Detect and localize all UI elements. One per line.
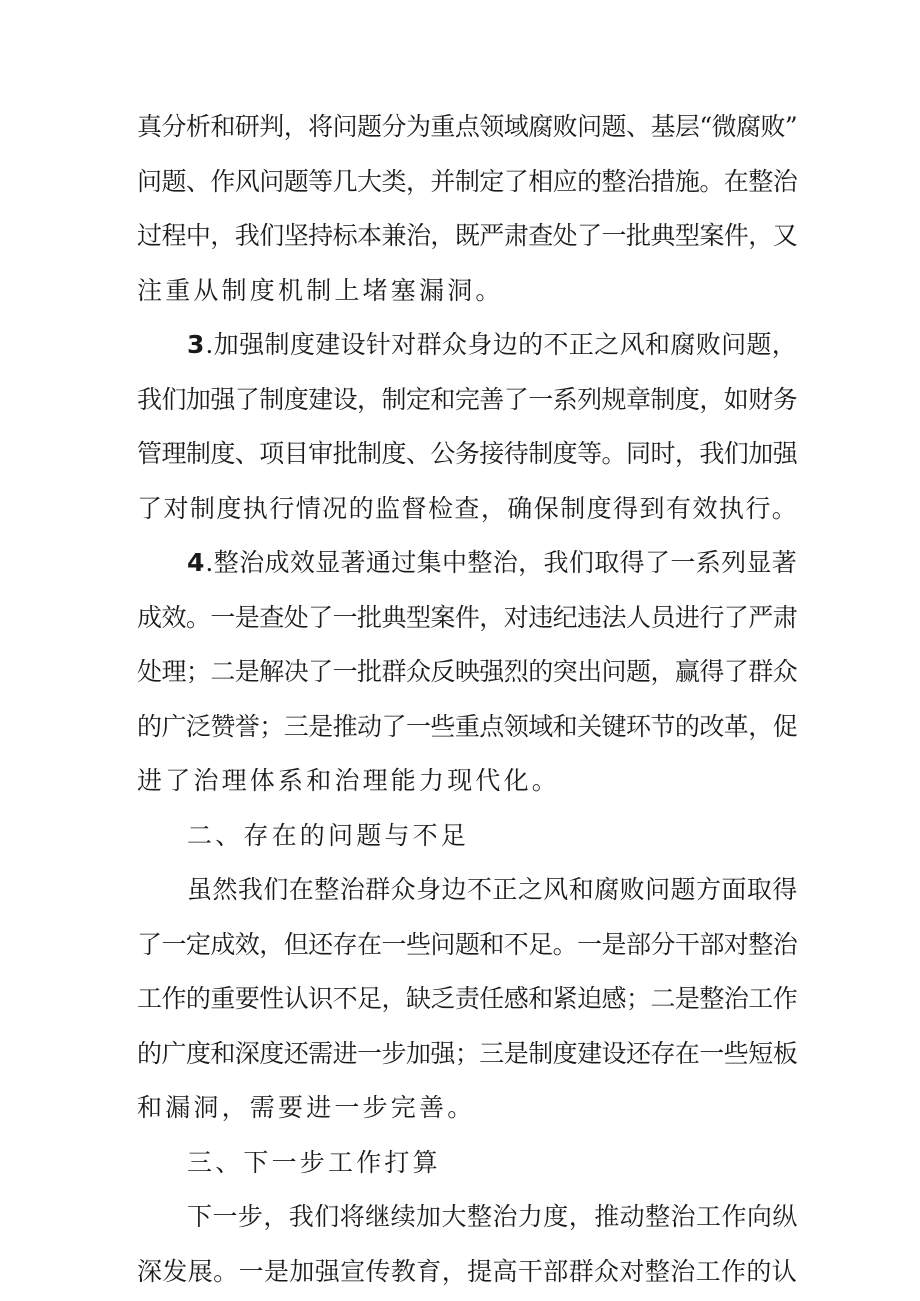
item-number: 3 xyxy=(187,330,206,359)
item-number: 4 xyxy=(187,548,206,577)
text-line: 我们加强了制度建设，制定和完善了一系列规章制度，如财务 xyxy=(137,384,798,414)
item-heading-text: .加强制度建设针对群众身边的不正之风和腐败问题， xyxy=(205,330,797,359)
text-line: 的广度和深度还需进一步加强；三是制度建设还存在一些短板 xyxy=(137,1038,798,1068)
text-line: 工作的重要性认识不足，缺乏责任感和紧迫感；二是整治工作 xyxy=(137,984,798,1013)
text-line: 进了治理体系和治理能力现代化。 xyxy=(137,766,561,795)
paragraph-3-results xyxy=(137,536,797,809)
paragraph-4-problems xyxy=(137,863,797,1136)
paragraph-2-institution-building xyxy=(137,318,797,536)
paragraph-5-next-steps xyxy=(137,1190,797,1299)
text-line: 过程中，我们坚持标本兼治，既严肃查处了一批典型案件，又 xyxy=(137,221,798,250)
text-line: 了对制度执行情况的监督检查，确保制度得到有效执行。 xyxy=(137,493,799,523)
text-line: 深发展。一是加强宣传教育，提高干部群众对整治工作的认 xyxy=(137,1256,797,1286)
text-line: 成效。一是查处了一批典型案件，对违纪违法人员进行了严肃 xyxy=(137,602,798,632)
paragraph-1 xyxy=(137,100,797,318)
text-line: 和漏洞，需要进一步完善。 xyxy=(137,1093,476,1122)
text-line: 虽然我们在整治群众身边不正之风和腐败问题方面取得 xyxy=(187,875,798,904)
text-line xyxy=(137,536,797,591)
section-heading-next-steps: 三、下一步工作打算 xyxy=(187,1147,441,1177)
section-heading-problems: 二、存在的问题与不足 xyxy=(187,820,470,850)
text-line xyxy=(137,318,797,373)
text-line: 了一定成效，但还存在一些问题和不足。一是部分干部对整治 xyxy=(137,929,798,959)
text-line: 处理；二是解决了一批群众反映强烈的突出问题，赢得了群众 xyxy=(137,657,798,686)
text-line: 下一步，我们将继续加大整治力度，推动整治工作向纵 xyxy=(187,1202,798,1231)
text-line: 注重从制度机制上堵塞漏洞。 xyxy=(137,275,504,305)
text-line: 管理制度、项目审批制度、公务接待制度等。同时，我们加强 xyxy=(137,439,798,468)
item-heading-text: .整治成效显著通过集中整治，我们取得了一系列显著 xyxy=(205,548,797,577)
text-line: 的广泛赞誉；三是推动了一些重点领域和关键环节的改革，促 xyxy=(137,711,798,741)
text-line: 真分析和研判，将问题分为重点领域腐败问题、基层“微腐败” xyxy=(137,112,798,141)
document-page xyxy=(137,100,797,1299)
text-line: 问题、作风问题等几大类，并制定了相应的整治措施。在整治 xyxy=(137,166,798,196)
